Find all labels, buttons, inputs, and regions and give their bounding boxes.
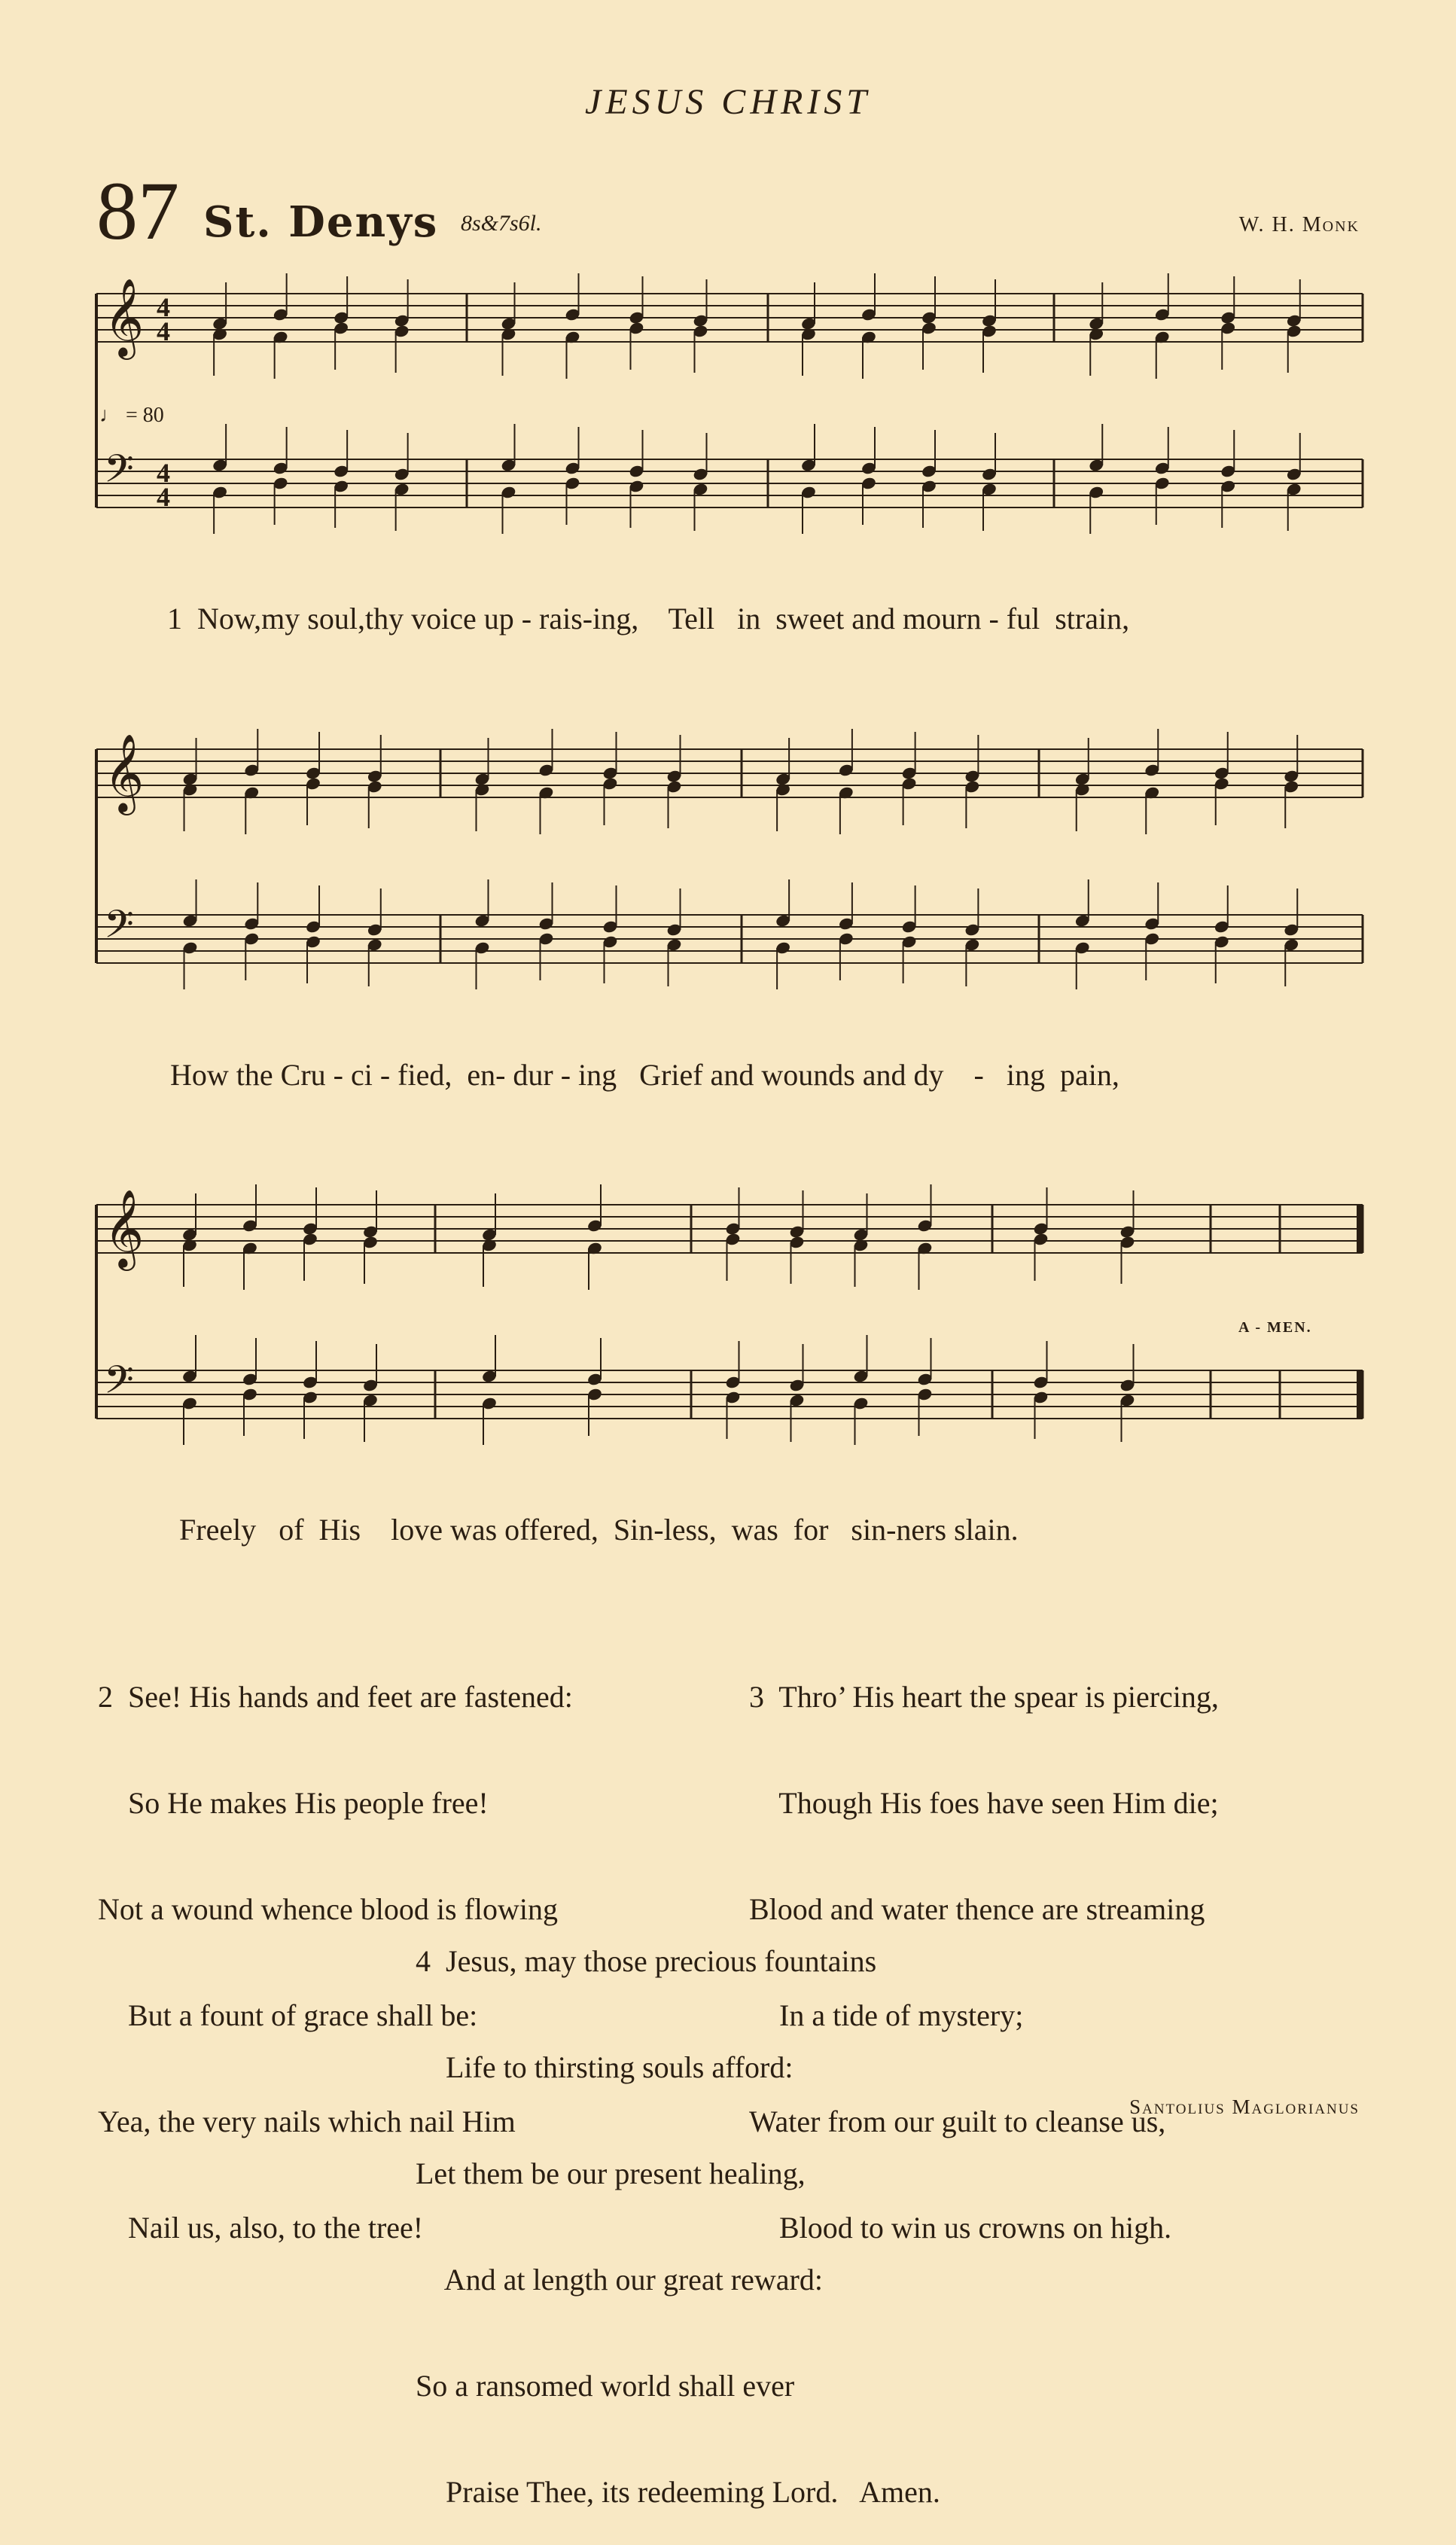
bass-clef-icon: 𝄢 bbox=[104, 901, 134, 956]
verse-line: But a fount of grace shall be: bbox=[98, 1998, 478, 2032]
lyrics-line-3: Freely of His love was offered, Sin-less, was for sin-ners slain. bbox=[179, 1513, 1019, 1547]
treble-clef-icon: 𝄞 bbox=[104, 1189, 145, 1268]
final-bar-line bbox=[1357, 1370, 1363, 1419]
time-signature-icon: 4 bbox=[157, 316, 170, 346]
verse-line: Life to thirsting souls afford: bbox=[416, 2050, 793, 2084]
final-bar-line bbox=[1357, 1205, 1363, 1253]
tune-name: St. Denys bbox=[203, 197, 439, 247]
verse-line: Let them be our present healing, bbox=[416, 2156, 806, 2190]
verse-line: Blood to win us crowns on high. bbox=[749, 2211, 1172, 2245]
verse-line: And at length our great reward: bbox=[416, 2263, 823, 2297]
metronome-marking: ♩ = 80 bbox=[99, 404, 164, 427]
verse-4 bbox=[416, 1873, 940, 2545]
verse-line: So a ransomed world shall ever bbox=[416, 2369, 795, 2403]
lyrics-line-2: How the Cru - ci - fied, en- dur - ing Grief and wounds and dy - ing pain, bbox=[170, 1058, 1119, 1092]
verse-line: Water from our guilt to cleanse us, bbox=[749, 2105, 1166, 2138]
lyrics-line-1: 1 Now,my soul,thy voice up - rais-ing, Tell in sweet and mourn - ful strain, bbox=[167, 602, 1130, 635]
bass-clef-icon: 𝄢 bbox=[104, 446, 134, 501]
verse-line: Nail us, also, to the tree! bbox=[98, 2211, 424, 2245]
verse-line: Though His foes have seen Him die; bbox=[749, 1786, 1219, 1820]
time-signature-icon: 4 bbox=[157, 482, 170, 512]
time-signature-icon: 4 bbox=[157, 292, 170, 322]
verse-line: 2 See! His hands and feet are fastened: bbox=[98, 1680, 573, 1714]
treble-clef-icon: 𝄞 bbox=[104, 278, 145, 357]
meter: 8s&7s6l. bbox=[461, 211, 542, 236]
verse-line: In a tide of mystery; bbox=[749, 1998, 1024, 2032]
time-signature-icon: 4 bbox=[157, 458, 170, 488]
running-head: JESUS CHRIST bbox=[585, 82, 871, 122]
verse-line: So He makes His people free! bbox=[98, 1786, 489, 1820]
hymn-number: 87 bbox=[96, 165, 179, 257]
verse-line: Yea, the very nails which nail Him bbox=[98, 2105, 516, 2138]
verse-line: Blood and water thence are streaming bbox=[749, 1892, 1205, 1926]
verse-line: Praise Thee, its redeeming Lord. Amen. bbox=[416, 2475, 940, 2509]
treble-clef-icon: 𝄞 bbox=[104, 733, 145, 812]
verse-line: Not a wound whence blood is flowing bbox=[98, 1892, 559, 1926]
verse-line: 4 Jesus, may those precious fountains bbox=[416, 1944, 877, 1978]
composer: W. H. Monk bbox=[1238, 213, 1360, 236]
text-attribution: Santolius Maglorianus bbox=[1129, 2095, 1360, 2118]
amen-label: A - MEN. bbox=[1238, 1319, 1312, 1336]
bass-clef-icon: 𝄢 bbox=[104, 1357, 134, 1412]
verse-line: 3 Thro’ His heart the spear is piercing, bbox=[749, 1680, 1219, 1714]
